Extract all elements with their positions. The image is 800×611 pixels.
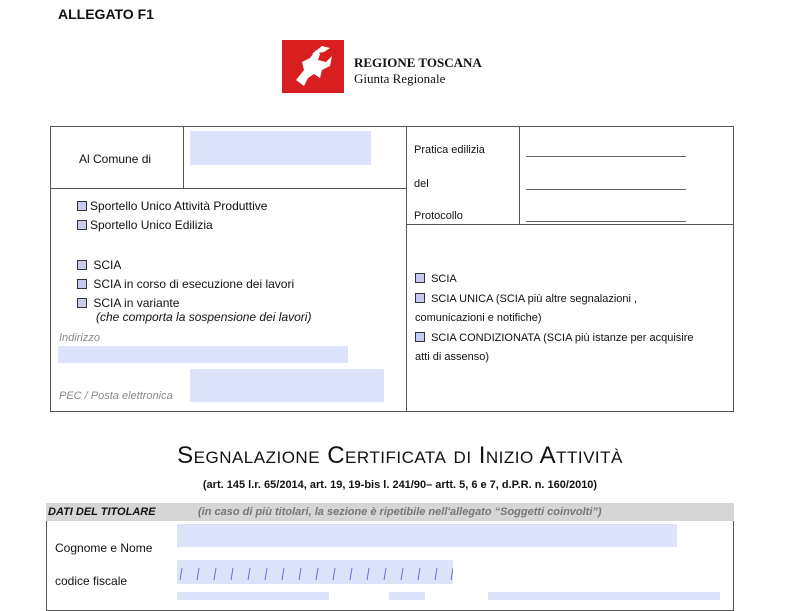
option-label: SCIA UNICA (SCIA più altre segnalazioni , [431,293,638,305]
option-continuation: comunicazioni e notifiche) [415,312,542,324]
codice-fiscale-label: codice fiscale [55,574,128,588]
checkbox[interactable] [77,260,87,270]
divider [406,126,407,412]
scia-type-option[interactable] [415,293,637,305]
option-label: Sportello Unico Attività Produttive [90,199,268,213]
divider [406,224,734,225]
sportello-option[interactable] [77,218,213,232]
divider [50,188,406,189]
option-label: SCIA [93,258,122,272]
protocollo-label: Protocollo [414,210,463,222]
option-continuation: atti di assenso) [415,351,489,363]
section-title: DATI DEL TITOLARE [48,506,156,518]
pratica-label: Pratica edilizia [414,144,485,156]
scia-option[interactable] [77,258,121,272]
regione-toscana-logo [282,40,344,93]
checkbox[interactable] [415,293,425,303]
indirizzo-input[interactable] [58,346,348,363]
variante-note: (che comporta la sospensione dei lavori) [96,310,312,324]
cognome-label: Cognome e Nome [55,541,153,555]
allegato-label: ALLEGATO F1 [58,6,154,22]
checkbox[interactable] [77,298,87,308]
document-title: Segnalazione Certificata di Inizio Attività [177,442,623,469]
indirizzo-label: Indirizzo [59,332,100,344]
logo-region-name: REGIONE TOSCANA [354,55,482,70]
option-label: SCIA in variante [93,296,180,310]
del-input[interactable] [526,177,686,190]
top-box [50,126,734,412]
divider [519,126,520,224]
next-field-input[interactable] [177,592,329,600]
next-field-input[interactable] [488,592,720,600]
protocollo-input[interactable] [526,209,686,222]
scia-option[interactable] [77,277,294,291]
comune-label: Al Comune di [79,152,152,166]
codice-fiscale-input[interactable] [177,560,453,584]
option-label: SCIA in corso di esecuzione dei lavori [93,277,295,291]
cognome-input[interactable] [177,524,677,547]
divider [183,126,184,188]
checkbox[interactable] [77,279,87,289]
option-label: Sportello Unico Edilizia [90,218,213,232]
section-note: (in caso di più titolari, la sezione è ripetibile nell'allegato “Soggetti coinvolti”) [198,506,602,518]
checkbox[interactable] [415,273,425,283]
codice-fiscale-ticks [177,560,453,584]
pegasus-icon [282,40,344,93]
logo-subtitle: Giunta Regionale [354,71,446,86]
checkbox[interactable] [415,332,425,342]
scia-type-option[interactable] [415,332,694,344]
sportello-option[interactable] [77,199,267,213]
option-label: SCIA [431,273,457,285]
option-label: SCIA CONDIZIONATA (SCIA più istanze per acquisire [431,332,694,344]
comune-input[interactable] [190,131,371,165]
pec-label: PEC / Posta elettronica [59,390,173,402]
pec-input[interactable] [190,369,384,402]
checkbox[interactable] [77,220,87,230]
scia-option[interactable] [77,296,179,310]
pratica-input[interactable] [526,144,686,157]
checkbox[interactable] [77,201,87,211]
next-field-input[interactable] [389,592,425,600]
document-subtitle: (art. 145 l.r. 65/2014, art. 19, 19-bis l. 241/90– artt. 5, 6 e 7, d.P.R. n. 160/2010) [202,479,598,491]
del-label: del [414,178,429,190]
scia-type-option[interactable] [415,273,457,285]
